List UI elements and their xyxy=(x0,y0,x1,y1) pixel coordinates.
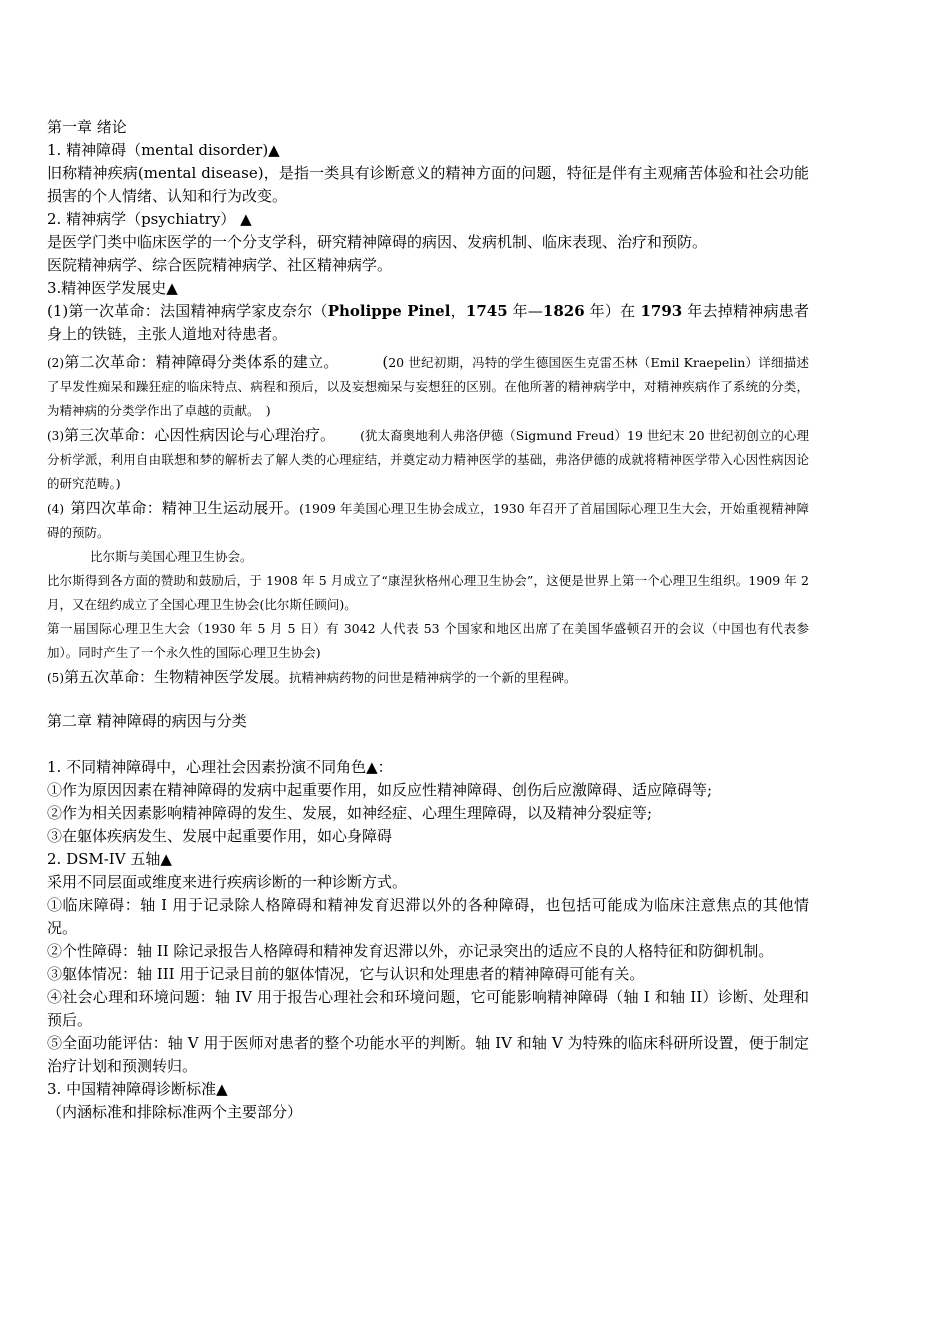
revolution-3-note: (犹太裔奥地利人弗洛伊德（Sigmund Freud）19 世纪末 20 世纪初创立的心理分析学派，利用自由联想和梦的解析去了解人类的心理症结，并奠定动力精神医学的基础，弗洛伊德的成就将精神医学带入心因性病因论的研究范畴。) xyxy=(47,428,809,491)
axis-4-item: ④社会心理和环境问题：轴 IV 用于报告心理社会和环境问题，它可能影响精神障碍（轴 I 和轴 II）诊断、处理和预后。 xyxy=(47,988,809,1029)
revolution-3-number: (3) xyxy=(47,429,64,443)
revolution-5 xyxy=(47,665,809,690)
ch2-section-1-heading: 1. 不同精神障碍中，心理社会因素扮演不同角色▲： xyxy=(47,758,393,776)
revolution-5-title: 第五次革命：生物精神医学发展。 xyxy=(64,668,290,686)
revolution-5-number: (5) xyxy=(47,671,64,685)
ch2-section-1-item-2: ②作为相关因素影响精神障碍的发生、发展，如神经症、心理生理障碍，以及精神分裂症等; xyxy=(47,804,653,822)
revolution-1 xyxy=(47,300,809,346)
year-1793: 1793 xyxy=(640,302,683,320)
revolution-1-text-a: (1)第一次革命：法国精神病学家皮奈尔（ xyxy=(47,302,328,320)
chapter-2-title: 第二章 精神障碍的病因与分类 xyxy=(47,712,247,730)
beers-paragraph: 比尔斯得到各方面的赞助和鼓励后，于 1908 年 5 月成立了“康涅狄格州心理卫生协会”，这便是世界上第一个心理卫生组织。1909 年 2 月，又在纽约成立了全国心理卫生协会(比尔斯任顾问)。 xyxy=(47,573,809,612)
section-1-body: 旧称精神疾病(mental disease)，是指一类具有诊断意义的精神方面的问题，特征是伴有主观痛苦体验和社会功能损害的个人情绪、认知和行为改变。 xyxy=(47,164,809,205)
axis-1-item: ①临床障碍：轴 I 用于记录除人格障碍和精神发育迟滞以外的各种障碍，也包括可能成为临床注意焦点的其他情况。 xyxy=(47,896,809,937)
section-3-heading: 3.精神医学发展史▲ xyxy=(47,279,178,297)
revolution-4 xyxy=(47,496,809,545)
chapter-1-title: 第一章 绪论 xyxy=(47,118,127,136)
revolution-1-text-c: ， xyxy=(450,302,466,320)
beers-heading: 比尔斯与美国心理卫生协会。 xyxy=(90,549,253,564)
revolution-1-text-i: 年去掉精神病患者身上的铁链，主张人道地对待患者。 xyxy=(47,302,809,343)
section-2-subfields: 医院精神病学、综合医院精神病学、社区精神病学。 xyxy=(47,256,393,274)
ch2-section-2-heading: 2. DSM-IV 五轴▲ xyxy=(47,850,172,868)
year-1826: 1826 xyxy=(542,302,585,320)
section-2-heading: 2. 精神病学（psychiatry） ▲ xyxy=(47,210,252,228)
revolution-2-note: 20 世纪初期，冯特的学生德国医生克雷丕林（Emil Kraepelin）详细描述了早发性痴呆和躁狂症的临床特点、病程和预后，以及妄想痴呆与妄想狂的区别。在他所著的精神病学中，对精神疾病作了系统的分类，为精神病的分类学作出了卓越的贡献。 ) xyxy=(47,355,809,418)
document-page xyxy=(47,116,809,1124)
revolution-2-title: 第二次革命：精神障碍分类体系的建立。 xyxy=(64,353,339,371)
revolution-3 xyxy=(47,423,809,496)
revolution-3-title: 第三次革命：心因性病因论与心理治疗。 xyxy=(64,426,336,444)
revolution-2-number: (2) xyxy=(47,356,64,370)
revolution-4-note: (1909 年美国心理卫生协会成立，1930 年召开了首届国际心理卫生大会，开始重视精神障碍的预防。 xyxy=(47,501,809,540)
pinel-name: Pholippe Pinel xyxy=(327,302,451,320)
section-2-body: 是医学门类中临床医学的一个分支学科，研究精神障碍的病因、发病机制、临床表现、治疗和预防。 xyxy=(47,233,708,251)
ch2-section-3-heading: 3. 中国精神障碍诊断标准▲ xyxy=(47,1080,228,1098)
ch2-section-2-intro: 采用不同层面或维度来进行疾病诊断的一种诊断方式。 xyxy=(47,873,408,891)
ch2-section-3-body: （内涵标准和排除标准两个主要部分） xyxy=(47,1103,303,1121)
revolution-5-note: 抗精神病药物的问世是精神病学的一个新的里程碑。 xyxy=(289,670,577,685)
ch2-section-1-item-1: ①作为原因因素在精神障碍的发病中起重要作用，如反应性精神障碍、创伤后应激障碍、适应障碍等; xyxy=(47,781,713,799)
revolution-2 xyxy=(47,350,809,423)
axis-5-item: ⑤全面功能评估：轴 V 用于医师对患者的整个功能水平的判断。轴 IV 和轴 V 为特殊的临床科研所设置，便于制定治疗计划和预测转归。 xyxy=(47,1034,809,1075)
revolution-1-text-g: 年）在 xyxy=(584,302,641,320)
axis-3-item: ③躯体情况：轴 III 用于记录目前的躯体情况，它与认识和处理患者的精神障碍可能有关。 xyxy=(47,965,645,983)
revolution-2-paren: ( xyxy=(382,353,389,371)
congress-paragraph: 第一届国际心理卫生大会（1930 年 5 月 5 日）有 3042 人代表 53 个国家和地区出席了在美国华盛顿召开的会议（中国也有代表参加）。同时产生了一个永久性的国际心理卫生协会) xyxy=(47,621,809,660)
revolution-4-number: (4) xyxy=(47,502,64,516)
axis-2-item: ②个性障碍：轴 II 除记录报告人格障碍和精神发育迟滞以外，亦记录突出的适应不良的人格特征和防御机制。 xyxy=(47,942,774,960)
ch2-section-1-item-3: ③在躯体疾病发生、发展中起重要作用，如心身障碍 xyxy=(47,827,393,845)
revolution-1-text-e: 年— xyxy=(507,302,543,320)
revolution-4-title: 第四次革命：精神卫生运动展开。 xyxy=(70,499,300,517)
section-1-heading: 1. 精神障碍（mental disorder)▲ xyxy=(47,141,280,159)
year-1745: 1745 xyxy=(465,302,508,320)
